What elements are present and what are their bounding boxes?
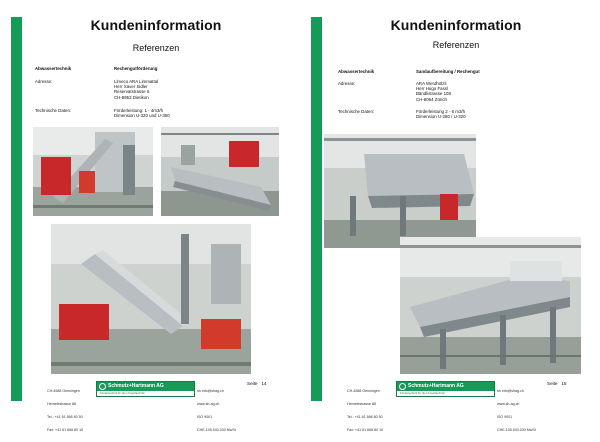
logo-mark-icon	[99, 383, 106, 390]
footer-address	[347, 380, 383, 442]
address-line: Limeco ARA Limmattal	[114, 79, 159, 84]
address-line: Herr Hugo Fassl	[416, 86, 448, 92]
logo-brand-text: Schmutz+Hartmann AG	[408, 383, 464, 389]
footer-address-line: CH-4588 Oensingen	[47, 388, 80, 393]
page-number-value: 14	[261, 381, 267, 386]
logo-tagline: Fördertechnik für die Umwelttechnik	[100, 391, 145, 395]
address-line: Reservatstrasse 5	[114, 89, 150, 95]
footer-contact-line: CHE-105.543.030 MwSt	[497, 428, 536, 433]
tech-line: Förderleistung: 1 - 4m3/h	[114, 108, 164, 113]
page-right	[311, 17, 590, 433]
reference-photo	[324, 134, 476, 248]
footer-contact-line: ISO 9001	[197, 415, 213, 420]
address-line: ARA Werdhölzli	[416, 81, 447, 86]
tech-line: Förderleistung 2 - 6 m3/h	[416, 109, 466, 114]
address-block	[114, 79, 158, 100]
logo-brand	[397, 382, 494, 391]
footer-contact	[497, 380, 536, 442]
page-subtitle: Referenzen	[432, 40, 480, 50]
reference-photo	[51, 224, 251, 374]
reference-photo	[400, 237, 581, 374]
company-logo	[396, 381, 495, 397]
tech-label: Technische Daten:	[338, 109, 375, 114]
footer-address-line: Fax: +41 61 666 80 10	[347, 428, 384, 433]
page-number	[247, 381, 266, 386]
page-number-value: 15	[561, 381, 567, 386]
green-side-stripe	[11, 17, 22, 401]
page-number	[547, 381, 566, 386]
logo-tagline: Fördertechnik für die Umwelttechnik	[400, 391, 445, 395]
address-label: Adresse:	[338, 81, 356, 86]
page-title: Kundeninformation	[390, 17, 522, 33]
reference-photo	[161, 127, 279, 216]
category-label: Abwassertechnik	[338, 69, 375, 74]
address-line: Herr Xaver Sidler	[114, 84, 148, 90]
footer-address-line: Fax: +41 61 666 80 10	[47, 428, 84, 433]
footer-contact-line: www.sh-ag.ch	[497, 402, 520, 407]
footer-address-line: CH-4588 Oensingen	[347, 388, 380, 393]
page-title: Kundeninformation	[90, 17, 222, 33]
address-line: CH-8953 Dietikon	[114, 94, 149, 100]
address-line: Bändlistrasse 108	[416, 91, 451, 97]
footer-contact-line: sh info@shag.ch	[197, 388, 224, 393]
category-value: Sandaufbereitung / Rechengut	[416, 69, 480, 74]
page-label: Seite	[247, 381, 258, 386]
address-line: CH-8064 Zürich	[416, 96, 447, 102]
footer-contact-line: CHE-105.543.030 MwSt	[197, 428, 236, 433]
green-side-stripe	[311, 17, 322, 401]
category-value: Rechengutförderung	[114, 66, 158, 71]
footer-address-line: Hemelestrasse 88	[347, 402, 376, 407]
page-label: Seite	[547, 381, 558, 386]
tech-block	[416, 109, 466, 119]
footer-contact-line: ISO 9001	[497, 415, 513, 420]
address-block	[416, 81, 451, 102]
footer-address-line: Tel.: +41 61 666 80 50	[47, 415, 83, 420]
category-label: Abwassertechnik	[35, 66, 72, 71]
logo-mark-icon	[399, 383, 406, 390]
page-subtitle: Referenzen	[132, 43, 180, 53]
logo-brand	[97, 382, 194, 391]
address-label: Adresse:	[35, 79, 53, 84]
page-left	[11, 17, 290, 433]
footer-address-line: Tel.: +41 61 666 80 50	[347, 415, 383, 420]
footer-contact-line: sh info@shag.ch	[497, 388, 524, 393]
reference-photo	[33, 127, 153, 216]
company-logo	[96, 381, 195, 397]
footer-address	[47, 380, 83, 442]
tech-block	[114, 108, 170, 118]
tech-line: Dimension U-320 und U-350	[114, 113, 170, 119]
tech-line: Dimension U-280 / U-320	[416, 114, 466, 120]
footer-contact	[197, 380, 236, 442]
footer-contact-line: www.sh-ag.ch	[197, 402, 220, 407]
tech-label: Technische Daten:	[35, 108, 72, 113]
logo-brand-text: Schmutz+Hartmann AG	[108, 383, 164, 389]
footer-address-line: Hemelestrasse 88	[47, 402, 76, 407]
